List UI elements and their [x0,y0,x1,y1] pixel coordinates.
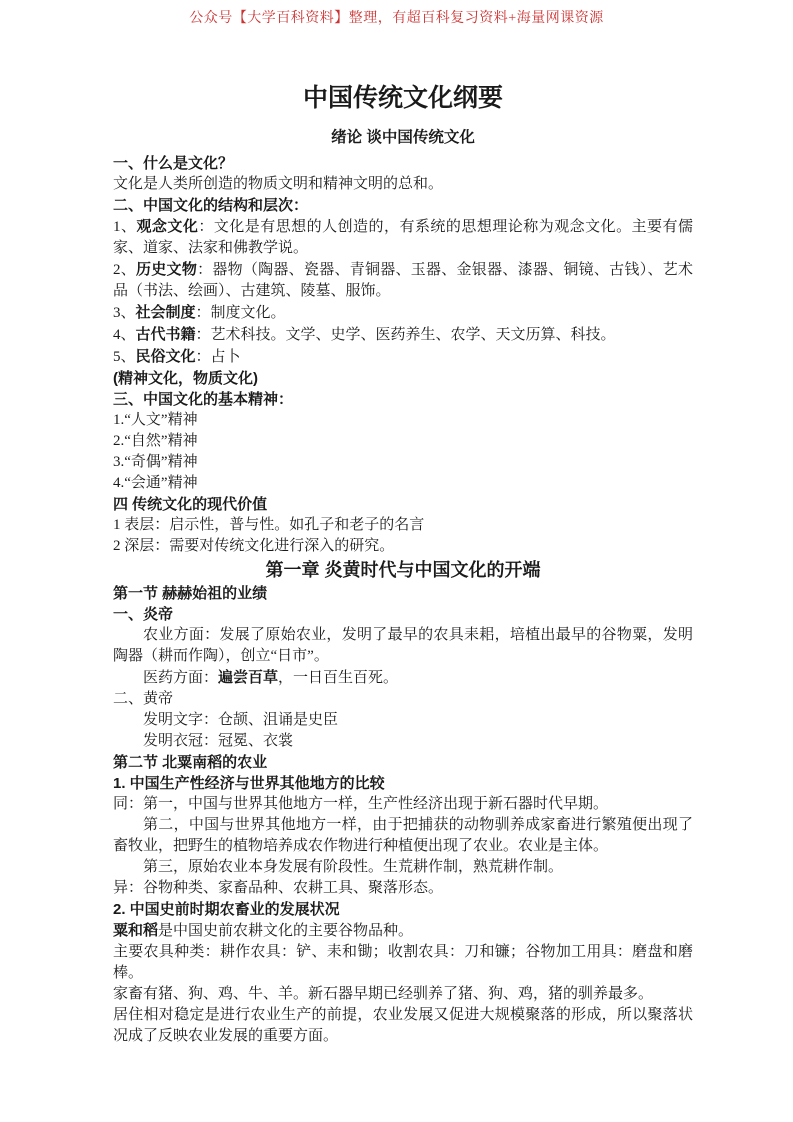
promo-header-text: 公众号【大学百科资料】整理，有超百科复习资料+海量网课资源 [189,11,604,26]
bold-text-segment: 第一节 赫赫始祖的业绩 [113,585,268,602]
bold-text-segment: 民俗文化 [135,348,196,365]
bold-text-segment: 遍尝百草 [218,669,279,686]
doc-line-body [113,324,693,346]
doc-line-heading [113,195,693,216]
doc-line-body [113,625,693,667]
bold-text-segment: 四 传统文化的现代价值 [113,496,268,513]
doc-line-chapter [113,557,693,583]
bold-text-segment: 2. 中国史前时期农畜业的发展状况 [113,901,340,918]
bold-text-segment: 历史文物 [136,261,198,278]
doc-line-heading [113,583,693,604]
text-segment: 发明衣冠：冠冕、衣裳 [143,733,294,749]
bold-text-segment: 社会制度 [135,304,196,321]
text-segment: 农业方面：发展了原始农业，发明了最早的农具耒耜，培植出最早的谷物粟，发明陶器（耕而作陶），创立“日市”。 [113,627,693,664]
doc-line-body [113,857,693,878]
bold-text-segment: 二、中国文化的结构和层次： [113,197,309,214]
text-segment: 家畜有猪、狗、鸡、牛、羊。新石器早期已经驯养了猪、狗、鸡，猪的驯养最多。 [113,986,654,1002]
bold-text-segment: 一、炎帝 [113,606,174,623]
doc-line-body [113,920,693,942]
text-segment: 1、 [113,219,137,235]
text-segment: 1.“人文”精神 [113,412,198,428]
doc-line-heading [113,752,693,773]
doc-line-heading [113,368,693,389]
doc-line-heading [113,389,693,410]
text-segment: 3、 [113,305,136,321]
bold-text-segment: 第一章 炎黄时代与中国文化的开端 [265,560,541,580]
doc-line-body [113,536,693,557]
doc-line-heading [113,773,693,794]
text-segment: 5、 [113,349,136,365]
bold-text-segment: 三、中国文化的基本精神： [113,391,294,408]
text-segment: 医药方面： [143,670,219,686]
doc-line-heading [113,494,693,515]
text-segment: ：器物（陶器、瓷器、青铜器、玉器、金银器、漆器、铜镜、古钱）、艺术品（书法、绘画）、古建筑、陵墓、服饰。 [113,262,693,299]
text-segment: 主要农具种类：耕作农具：铲、耒和锄；收割农具：刀和镰；谷物加工用具：磨盘和磨棒。 [113,944,693,981]
doc-line-body [113,794,693,815]
doc-line-body [113,473,693,494]
doc-line-body [113,710,693,731]
text-segment: 第二，中国与世界其他地方一样，由于把捕获的动物驯养成家畜进行繁殖便出现了畜牧业，把野生的植物培养成农作物进行种植便出现了农业。农业是主体。 [113,817,693,854]
text-segment: ，一日百生百死。 [278,670,399,686]
text-segment: 是中国史前农耕文化的主要谷物品种。 [158,923,414,939]
bold-text-segment: 观念文化 [136,218,199,235]
text-segment: 2.“自然”精神 [113,433,198,449]
text-segment: 同：第一，中国与世界其他地方一样，生产性经济出现于新石器时代早期。 [113,796,609,812]
text-segment: 2 深层：需要对传统文化进行深入的研究。 [113,538,395,554]
text-segment: ：艺术科技。文学、史学、医药养生、农学、天文历算、科技。 [195,327,616,343]
bold-text-segment: (精神文化，物质文化) [113,370,258,387]
doc-line-heading [113,153,693,174]
text-segment: 1 表层：启示性，普与性。如孔子和老子的名言 [113,517,425,533]
text-segment: 文化是人类所创造的物质文明和精神文明的总和。 [113,176,444,192]
text-segment: ：制度文化。 [195,305,286,321]
doc-line-body [113,815,693,857]
document-body [113,76,693,1047]
text-segment: ：文化是有思想的人创造的，有系统的思想理论称为观念文化。主要有儒家、道家、法家和佛教学说。 [113,219,693,256]
doc-line-body [113,984,693,1005]
bold-text-segment: 绪论 谈中国传统文化 [331,129,475,146]
doc-line-body [113,515,693,536]
doc-line-body [113,259,693,302]
doc-line-body [113,431,693,452]
doc-line-body [113,1005,693,1047]
doc-line-heading [113,899,693,920]
doc-line-body [113,216,693,259]
text-segment: 第三，原始农业本身发展有阶段性。生荒耕作制，熟荒耕作制。 [143,859,564,875]
bold-text-segment: 第二节 北粟南稻的农业 [113,754,268,771]
text-segment: 异：谷物种类、家畜品种、农耕工具、聚落形态。 [113,880,444,896]
doc-line-body [113,302,693,324]
text-segment: 4、 [113,327,136,343]
doc-line-body [113,174,693,195]
doc-line-body [113,346,693,368]
doc-line-heading [113,604,693,625]
doc-line-body [113,942,693,984]
document-lines [113,126,693,1047]
text-segment: 3.“奇偶”精神 [113,454,198,470]
text-segment: ：占卜 [195,349,241,365]
doc-line-body [113,667,693,689]
text-segment: 2、 [113,262,137,278]
doc-line-body [113,452,693,473]
bold-text-segment: 一、什么是文化？ [113,155,234,172]
bold-text-segment: 1. 中国生产性经济与世界其他地方的比较 [113,775,385,792]
bold-text-segment: 粟和稻 [113,922,159,939]
document-title: 中国传统文化纲要 [302,85,503,112]
doc-line-body [113,689,693,710]
doc-line-body [113,878,693,899]
text-segment: 4.“会通”精神 [113,475,198,491]
doc-line-body [113,410,693,431]
text-segment: 二、黄帝 [113,691,174,707]
text-segment: 居住相对稳定是进行农业生产的前提，农业发展又促进大规模聚落的形成，所以聚落状况成了反映农业发展的重要方面。 [113,1007,693,1044]
doc-line-subtitle [113,126,693,150]
text-segment: 发明文字：仓颉、沮诵是史臣 [143,712,339,728]
bold-text-segment: 古代书籍 [135,326,196,343]
doc-line-body [113,731,693,752]
